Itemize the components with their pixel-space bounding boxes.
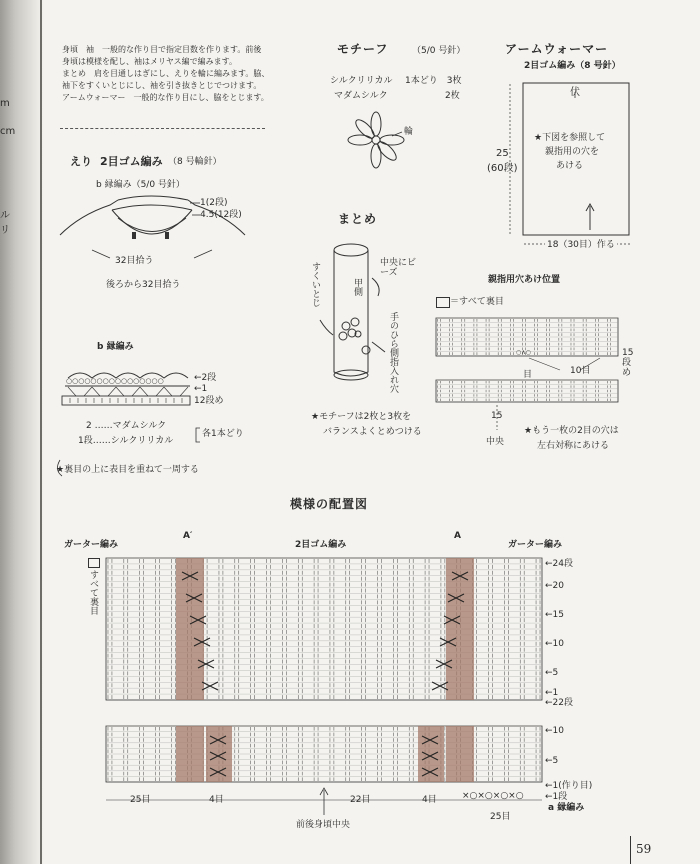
pattern-cable-cross [422,768,438,776]
page-number-rule [630,836,631,864]
pattern-garter-right: ガーター編み [508,540,563,550]
instruction-line: 身頃は模様を配し、袖はメリヤス編で編みます。 [62,57,238,66]
pattern-row-20: ←20 [545,581,564,591]
pattern-cable-cross [202,682,218,690]
pattern-cable-cross [210,768,226,776]
pattern-center-label: 前後身頃中央 [296,820,351,830]
finishing-label-side: すくいとじ [310,262,320,307]
armwarmer-note-line3: あける [556,161,584,171]
armwarmer-height-rows: (60段) [487,163,518,174]
margin-fragment: ル [0,210,10,221]
armwarmer-subtitle: 2目ゴム編み（8 号針） [524,61,621,71]
collar-needle: （8 号輪針） [168,157,222,167]
pattern-cable-column [206,726,232,782]
motif-yarn2-count: 2枚 [445,91,460,101]
thumbhole-note-line2: 左右対称にあける [537,441,610,451]
pattern-count-4-right: 4目 [422,795,437,805]
svg-text:○○○○○○○○○○○○○○○○: ○○○○○○○○○○○○○○○○ [66,377,164,385]
pattern-count-22: 22目 [350,795,371,805]
finishing-label-beads: 中央にビーズ [380,258,417,278]
pattern-garter-left: ガーター編み [64,540,119,550]
pattern-mark-a-prime: A′ [183,531,193,541]
thumbhole-15: 15 [491,411,503,421]
pattern-cable-cross [440,638,456,646]
thumbhole-rows: 15段め [622,348,634,378]
thumbhole-hole-marks: ○∧○ [516,349,531,356]
page-number: 59 [636,842,652,856]
thumbhole-legend: ＝すべて裏目 [450,297,504,307]
thumbhole-10: 10目 [570,366,591,376]
collar-edge-label: b 縁編み（5/0 号針） [96,180,185,190]
collar-rows-12: 4.5(12段) [200,210,242,220]
section-divider [60,128,265,129]
collar-pickup-front: 32目拾う [115,256,154,266]
pattern-title: 模様の配置図 [290,497,369,511]
pattern-lower-row-1: ←1(作り目) [545,781,593,791]
thumbhole-grid-lower [436,380,618,402]
collar-rows-2: 1(2段) [200,198,228,208]
pattern-cable-cross [444,616,460,624]
pattern-cable-cross [190,616,206,624]
pattern-center-arrow [320,788,328,815]
pattern-cable-cross [210,752,226,760]
pattern-grid-lower [106,726,542,782]
pattern-row-22: ←22段 [545,698,573,708]
pattern-cable-cross [194,638,210,646]
armwarmer-note-line2: 親指用の穴を [545,147,600,157]
pattern-mark-a: A [454,531,461,541]
instruction-line: 袖下をすくいとじにし、袖を引き抜きとじでつけます。 [62,81,262,90]
pattern-grid-upper [106,558,542,700]
page-edge-line [40,0,42,864]
instruction-line: 身頃 袖 一般的な作り目で指定目数を作ります。前後 [62,45,262,54]
edging-legend-row2: 2 ……マダムシルク [86,421,167,431]
thumbhole-note-line1: ★もう一枚の2目の穴は [524,426,619,436]
edging-legend-row1: 1段……シルクリリカル [78,436,174,446]
edging-row1: ←1 [194,384,208,394]
edging-note: ★裏目の上に表目を重ねて一周する [56,465,199,475]
collar-subtitle: 2目ゴム編み [100,155,163,168]
pattern-cable-cross [198,660,214,668]
edging-legend-suffix: 各1本どり [202,429,244,439]
pattern-cable-cross [210,736,226,744]
thumbhole-legend-box [436,297,450,308]
finishing-label-back: 甲側 [352,278,362,296]
edging-title: b 縁編み [97,342,134,352]
pattern-row-10: ←10 [545,639,564,649]
armwarmer-top-label: 伏 [570,87,580,98]
pattern-legend-side: すべて裏目 [88,570,98,615]
motif-ring-label: 輪 [404,127,414,137]
pattern-cable-column [176,726,204,782]
pattern-cable-column [446,558,474,700]
pattern-edging-marks: ×○×○×○×○ [462,791,524,801]
instruction-line: まとめ 肩を目通しはぎにし、えりを輪に編みます。脇、 [62,69,270,78]
margin-fragment: リ [0,225,10,236]
motif-yarn1-spec: 1本どり 3枚 [405,76,462,86]
finishing-note-line2: バランスよくとめつける [323,427,422,437]
pattern-count-25-right: 25目 [490,812,511,822]
pattern-cable-column [418,726,444,782]
collar-title: えり [70,155,92,168]
pattern-row-1: ←1 [545,688,559,698]
thumbhole-mark: 目 [523,370,533,380]
collar-pickup-back: 後ろから32目拾う [106,280,181,290]
pattern-cable-cross [452,572,468,580]
edging-row12: 12段め [194,396,224,406]
pattern-cable-cross [448,594,464,602]
finishing-note-line1: ★モチーフは2枚と3枚を [311,412,412,422]
finishing-label-thumb: 手のひら側指入れ穴 [388,312,398,393]
pattern-lower-row-5: ←5 [545,756,559,766]
pattern-rib-label: 2目ゴム編み [295,540,347,550]
pattern-cable-cross [436,660,452,668]
pattern-row-24: ←24段 [545,559,573,569]
motif-needle: （5/0 号針） [412,46,466,56]
edging-row2: ←2段 [194,373,217,383]
pattern-cable-cross [186,594,202,602]
margin-fragment: cm [0,126,16,137]
pattern-cable-cross [422,752,438,760]
pattern-cable-cross [182,572,198,580]
armwarmer-height: 25 [496,148,509,159]
armwarmer-note-line1: ★下図を参照して [534,133,606,143]
pattern-cable-column [446,726,474,782]
thumbhole-center: 中央 [486,437,505,447]
pattern-cable-column [176,558,204,700]
pattern-count-25-left: 25目 [130,795,151,805]
pattern-cable-cross [422,736,438,744]
pattern-lower-row-10: ←10 [545,726,564,736]
motif-yarn1-name: シルクリリカル [330,76,393,86]
pattern-row-15: ←15 [545,610,564,620]
pattern-cable-cross [432,682,448,690]
pattern-row-5: ←5 [545,668,559,678]
margin-fragment: m [0,98,10,109]
armwarmer-title: アームウォーマー [505,42,609,56]
pattern-legend-box [88,558,100,568]
pattern-row-1dan: ←1段 [545,792,568,802]
pattern-edging-label: a 縁編み [548,803,585,813]
finishing-title: まとめ [338,212,378,226]
thumbhole-title: 親指用穴あけ位置 [488,275,561,285]
pattern-count-4-left: 4目 [209,795,224,805]
thumbhole-grid-upper [436,318,618,356]
instruction-line: アームウォーマー 一般的な作り目にし、脇をとじます。 [62,93,269,102]
motif-yarn2-name: マダムシルク [334,91,388,101]
armwarmer-width: 18（30目）作る [547,240,615,250]
motif-title: モチーフ [337,42,389,56]
